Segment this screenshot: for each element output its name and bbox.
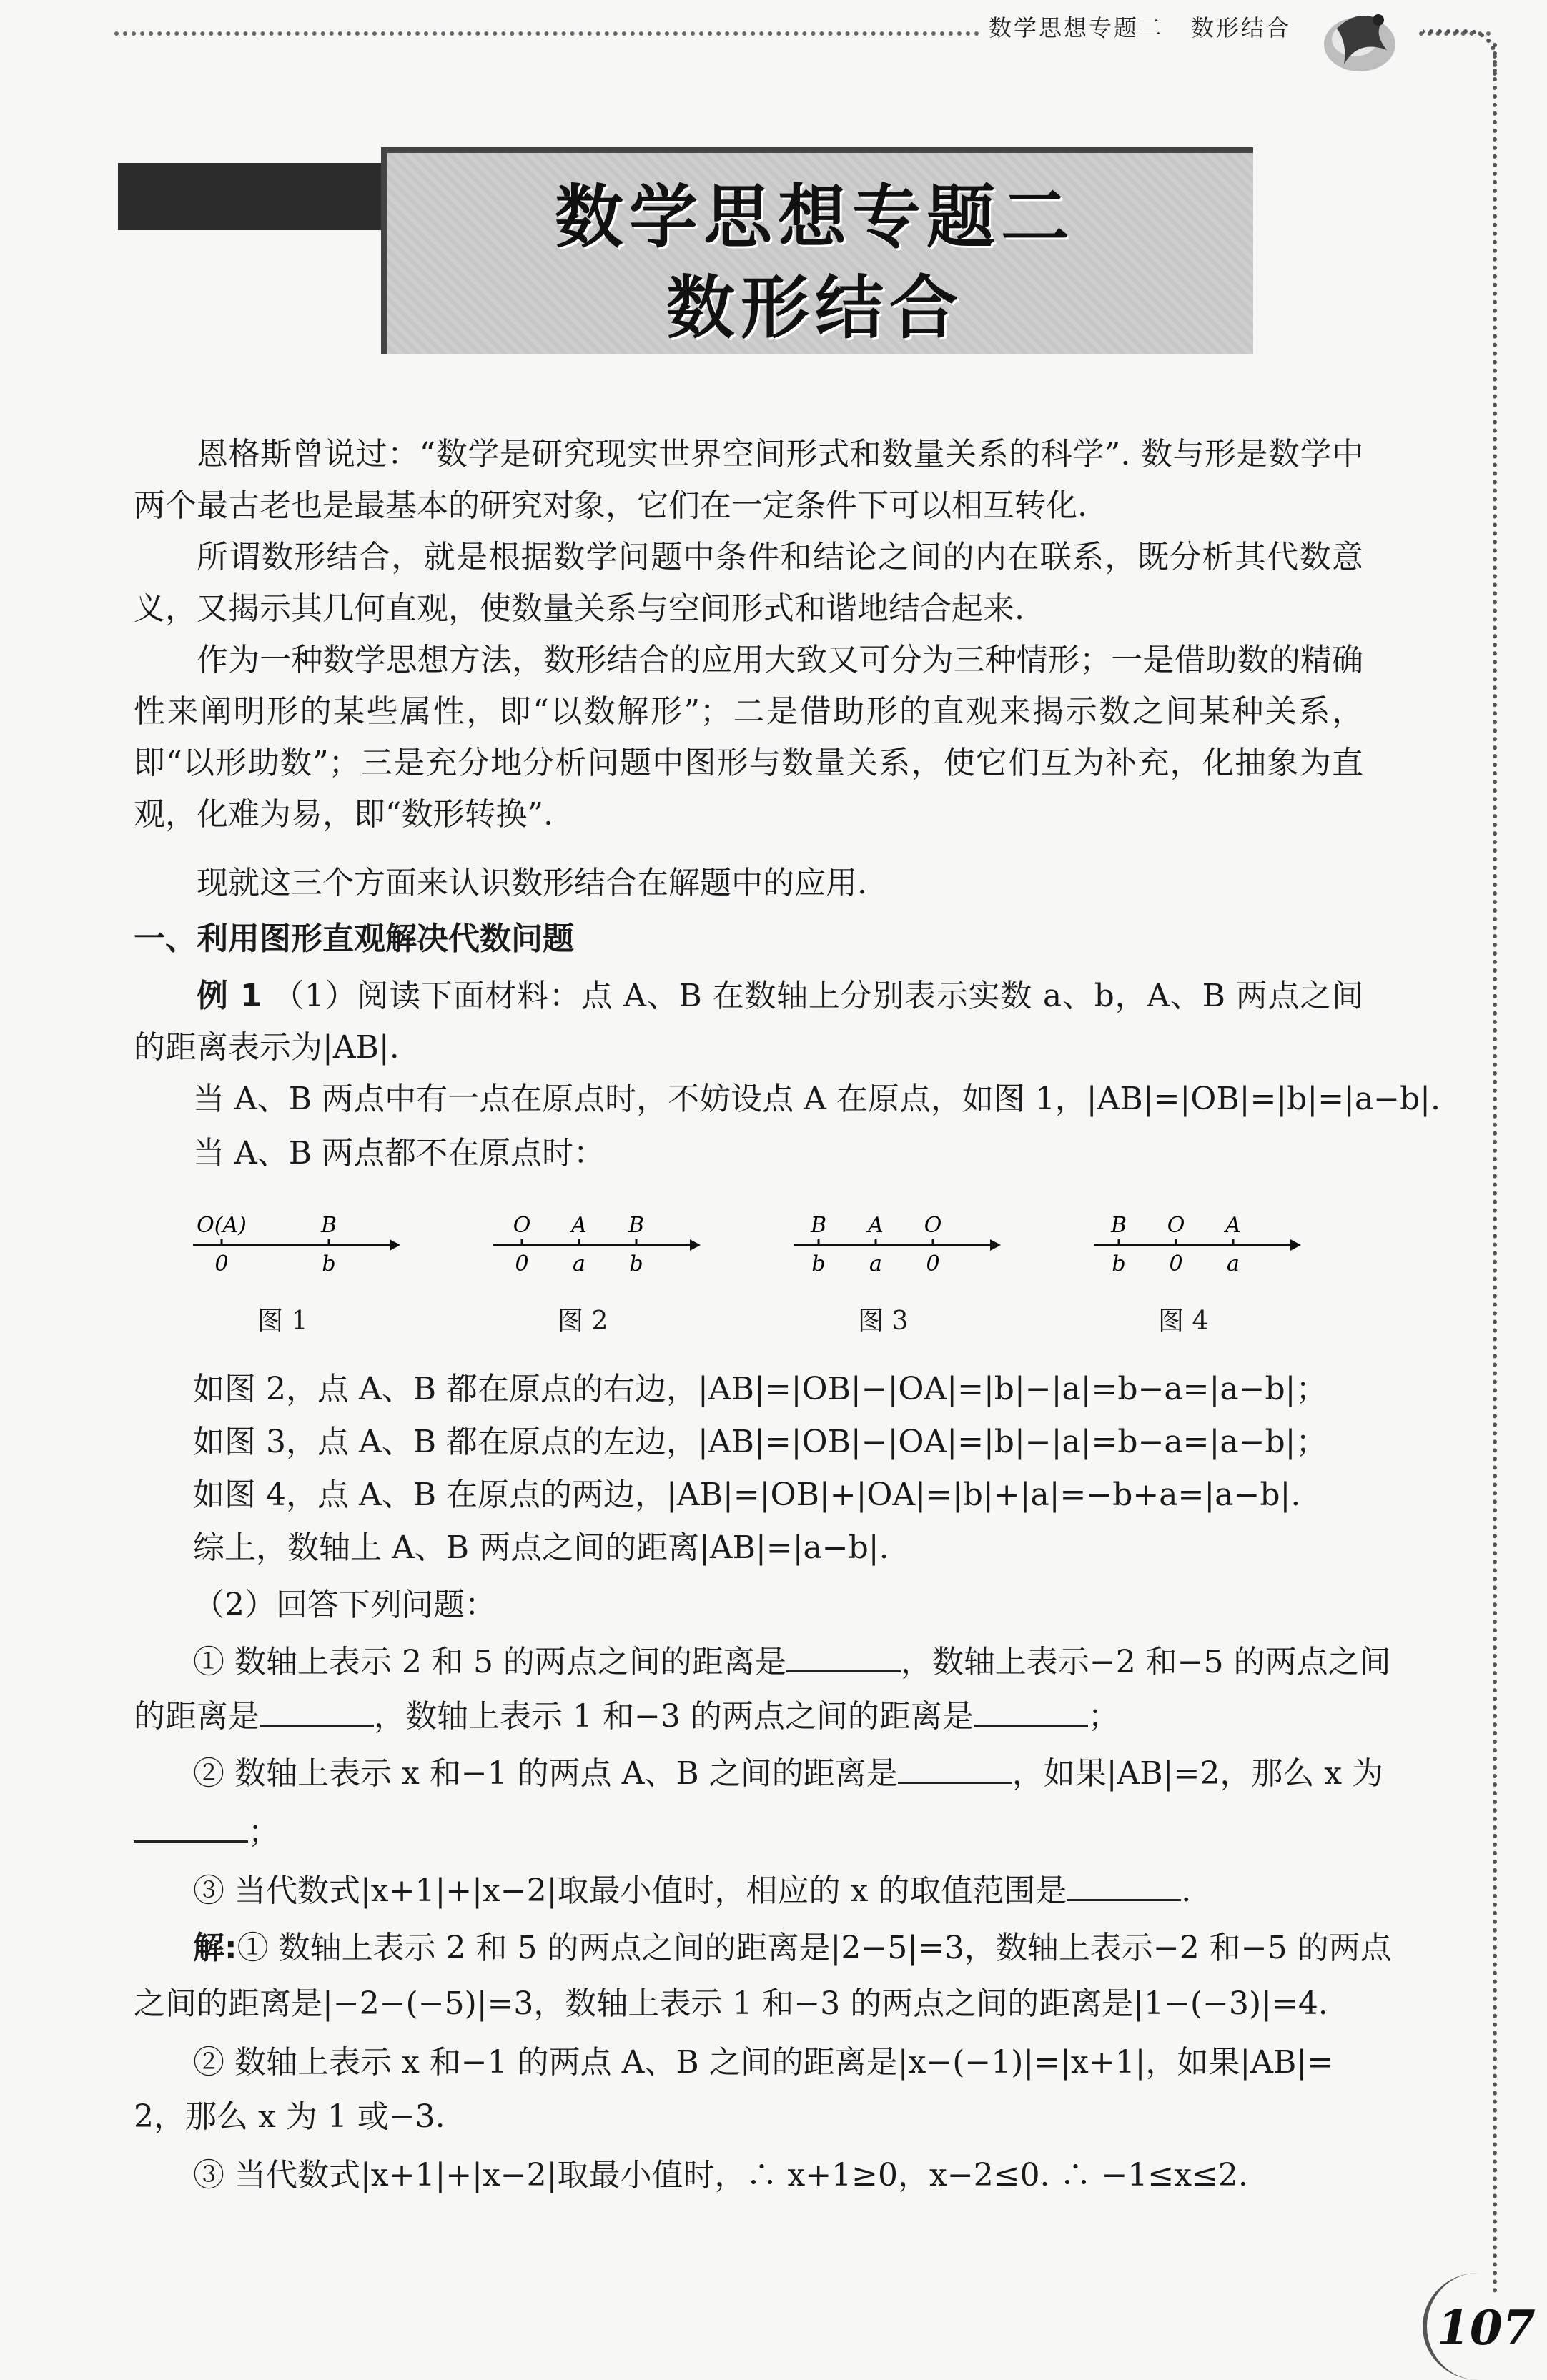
question-3-text-a: ③ 当代数式|x+1|+|x−2|取最小值时，相应的 x 的取值范围是 xyxy=(193,1873,1067,1909)
derivation-fig2: 如图 2，点 A、B 都在原点的右边，|AB|=|OB|−|OA|=|b|−|a|=b−a=|a−b|； xyxy=(193,1371,1328,1407)
figure-caption: 图 4 xyxy=(1158,1306,1209,1336)
number-line-svg xyxy=(186,1208,407,1272)
page-border-corner xyxy=(1423,29,1497,76)
example-case1: 当 A、B 两点中有一点在原点时，不妨设点 A 在原点，如图 1，|AB|=|OB|=|b|=|a−b|. xyxy=(193,1081,1440,1117)
answer-blank xyxy=(786,1642,901,1672)
paragraph-three-cases: 作为一种数学思想方法，数形结合的应用大致又可分为三种情形；一是借助数的精确性来阐明形的某些属性，即“以数解形”；二是借助形的直观来揭示数之间某种关系，即“以形助数”；三是充分地分析问题中图形与数量关系，使它们互为补充，化抽象为直观，化难为易，即“数形转换”. xyxy=(134,642,1363,833)
section-heading: 一、利用图形直观解决代数问题 xyxy=(134,921,574,957)
question-2-text-c: ； xyxy=(248,1814,280,1850)
number-line-arrow-icon xyxy=(1290,1239,1301,1251)
solution-3: ③ 当代数式|x+1|+|x−2|取最小值时，∴ x+1≥0，x−2≤0. ∴ −1≤x≤2. xyxy=(193,2157,1248,2193)
header-subtopic: 数形结合 xyxy=(1191,14,1292,41)
derivation-fig3: 如图 3，点 A、B 都在原点的左边，|AB|=|OB|−|OA|=|b|−|a|=b−a=|a−b|； xyxy=(193,1424,1328,1460)
header-dotted-rule xyxy=(114,31,979,36)
number-line-value-label: 0 xyxy=(1169,1251,1183,1272)
page-subtitle: 数形结合 xyxy=(666,268,964,348)
example-intro xyxy=(134,971,1363,1074)
number-line-point-label: B xyxy=(320,1213,337,1238)
question-2-line1 xyxy=(193,1748,1383,1800)
question-1-line2 xyxy=(134,1691,1120,1742)
number-line-point-label: O xyxy=(1167,1213,1185,1238)
question-1-text-c: 的距离是 xyxy=(134,1698,260,1735)
question-1-text-d: ，数轴上表示 1 和−3 的两点之间的距离是 xyxy=(374,1698,974,1735)
number-line-figure-4 xyxy=(1087,1208,1308,1272)
solution-2-line1: ② 数轴上表示 x 和−1 的两点 A、B 之间的距离是|x−(−1)|=|x+1|，如果|AB|= xyxy=(193,2044,1334,2081)
number-line-svg xyxy=(1087,1208,1308,1272)
number-line-svg xyxy=(486,1208,708,1272)
number-line-point-label: A xyxy=(1225,1213,1241,1238)
number-line-value-label: b xyxy=(322,1251,336,1272)
answer-blank xyxy=(974,1696,1088,1727)
page-title: 数学思想专题二 xyxy=(555,177,1075,257)
question-1-text-a: ① 数轴上表示 2 和 5 的两点之间的距离是 xyxy=(193,1644,786,1680)
number-line-point-label: O(A) xyxy=(197,1213,247,1238)
answer-blank xyxy=(898,1753,1012,1784)
solution-1-line2: 之间的距离是|−2−(−5)|=3，数轴上表示 1 和−3 的两点之间的距离是|1−(−3)|=4. xyxy=(134,1985,1328,2022)
number-line-svg xyxy=(786,1208,1008,1272)
question-1-text-b: ，数轴上表示−2 和−5 的两点之间 xyxy=(900,1644,1391,1680)
solution-1-text-a: ① 数轴上表示 2 和 5 的两点之间的距离是|2−5|=3，数轴上表示−2 和−5 的两点 xyxy=(237,1930,1392,1966)
number-line-arrow-icon xyxy=(990,1239,1001,1251)
number-line-arrow-icon xyxy=(390,1239,400,1251)
figure-caption: 图 1 xyxy=(257,1306,308,1336)
question-3-text-b: . xyxy=(1181,1873,1192,1909)
number-line-arrow-icon xyxy=(690,1239,701,1251)
solution-2-line2: 2，那么 x 为 1 或−3. xyxy=(134,2098,445,2135)
question-2-text-a: ② 数轴上表示 x 和−1 的两点 A、B 之间的距离是 xyxy=(193,1755,898,1792)
number-line-figure-2 xyxy=(486,1208,708,1272)
page-number: 107 xyxy=(1437,2300,1536,2356)
number-line-value-label: 0 xyxy=(926,1251,940,1272)
answer-blank xyxy=(260,1696,374,1727)
number-line-figure-1 xyxy=(186,1208,407,1272)
paragraph-engels: 恩格斯曾说过：“数学是研究现实世界空间形式和数量关系的科学”. 数与形是数学中两个最古老也是最基本的研究对象，它们在一定条件下可以相互转化. xyxy=(134,436,1363,524)
number-line-value-label: 0 xyxy=(214,1251,229,1272)
solution-1-line1 xyxy=(193,1923,1392,1974)
number-line-point-label: B xyxy=(810,1213,827,1238)
number-line-point-label: B xyxy=(628,1213,645,1238)
derivation-fig4: 如图 4，点 A、B 在原点的两边，|AB|=|OB|+|OA|=|b|+|a|=−b+a=|a−b|. xyxy=(193,1477,1301,1513)
answer-blank xyxy=(1067,1870,1181,1901)
number-line-point-label: O xyxy=(513,1213,531,1238)
number-line-value-label: 0 xyxy=(515,1251,529,1272)
header-topic: 数学思想专题二 xyxy=(989,14,1165,41)
example-case2: 当 A、B 两点都不在原点时： xyxy=(193,1135,606,1171)
number-line-value-label: b xyxy=(811,1251,826,1272)
question-2-text-b: ，如果|AB|=2，那么 x 为 xyxy=(1012,1755,1384,1792)
derivation-summary: 综上，数轴上 A、B 两点之间的距离|AB|=|a−b|. xyxy=(193,1529,889,1566)
number-line-value-label: a xyxy=(1227,1251,1240,1272)
question-3 xyxy=(193,1865,1191,1917)
number-line-figure-3 xyxy=(786,1208,1008,1272)
question-2-line2 xyxy=(134,1807,280,1858)
figure-caption: 图 3 xyxy=(858,1306,909,1336)
number-line-point-label: O xyxy=(924,1213,942,1238)
example-intro-text: （1）阅读下面材料：点 A、B 在数轴上分别表示实数 a、b，A、B 两点之间的距离表示为|AB|. xyxy=(134,978,1363,1066)
figure-caption: 图 2 xyxy=(558,1306,608,1336)
number-line-point-label: A xyxy=(571,1213,587,1238)
running-header xyxy=(989,10,1291,43)
number-line-value-label: a xyxy=(869,1251,882,1272)
number-line-point-label: B xyxy=(1110,1213,1127,1238)
page-border-right xyxy=(1493,43,1497,2294)
questions-intro: （2）回答下列问题： xyxy=(193,1587,496,1623)
question-1-text-e: ； xyxy=(1087,1698,1120,1735)
number-line-value-label: b xyxy=(1112,1251,1126,1272)
question-1-line1 xyxy=(193,1637,1391,1688)
number-line-value-label: a xyxy=(573,1251,585,1272)
paragraph-transition: 现就这三个方面来认识数形结合在解题中的应用. xyxy=(197,865,867,901)
paragraph-definition: 所谓数形结合，就是根据数学问题中条件和结论之间的内在联系，既分析其代数意义，又揭示其几何直观，使数量关系与空间形式和谐地结合起来. xyxy=(134,539,1363,627)
answer-blank xyxy=(134,1812,248,1843)
example-label: 例 1 xyxy=(197,978,262,1014)
number-line-value-label: b xyxy=(629,1251,643,1272)
decorative-logo-icon xyxy=(1315,0,1408,79)
solution-label: 解: xyxy=(193,1930,237,1966)
number-line-point-label: A xyxy=(868,1213,884,1238)
